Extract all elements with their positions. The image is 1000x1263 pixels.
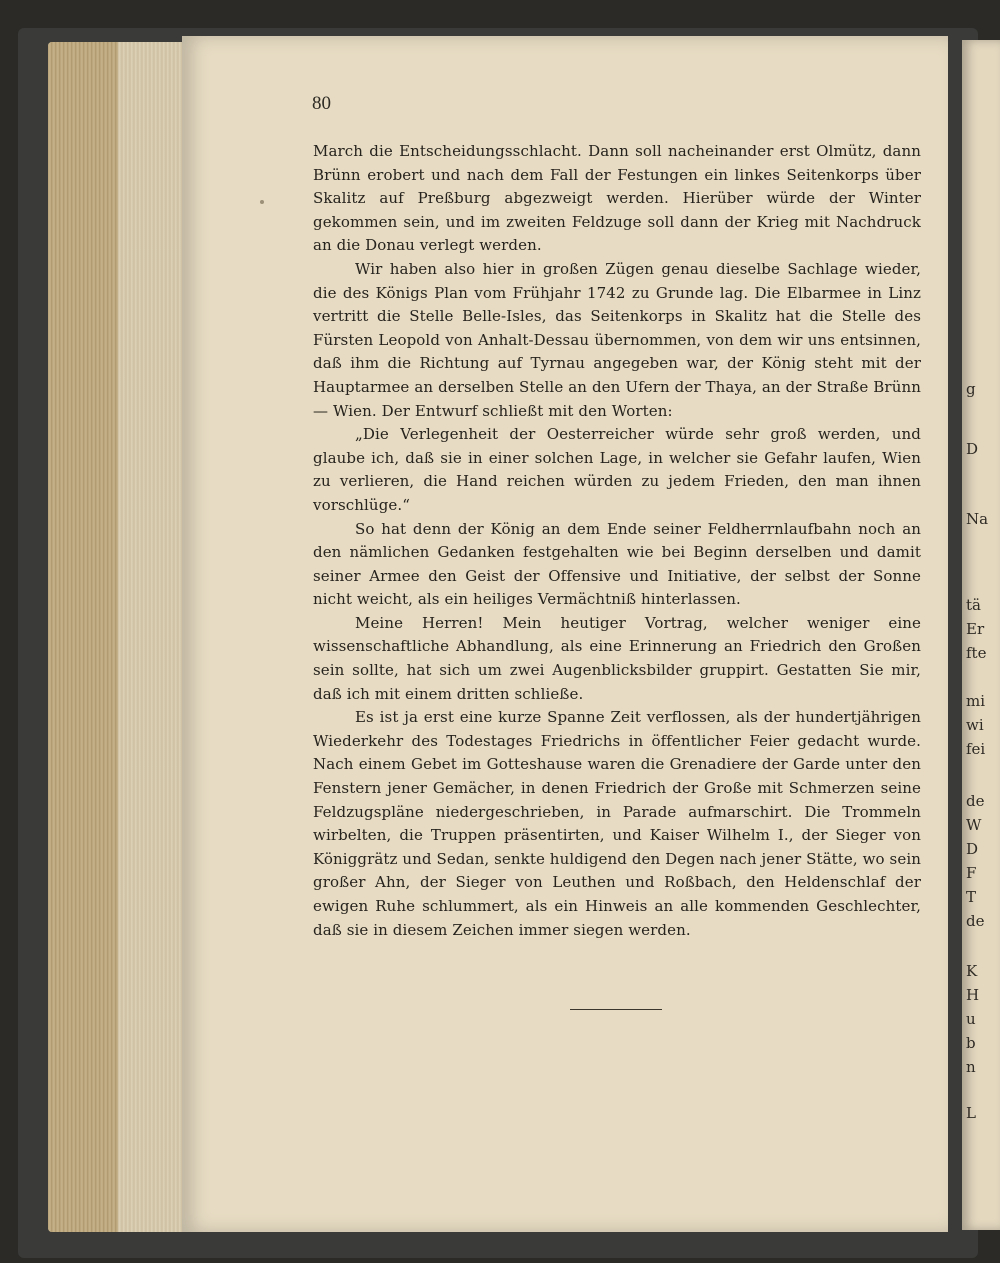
paragraph: Meine Herren! Mein heutiger Vortrag, welcher weniger eine wissenschaftliche Abhandlung, als eine Erinnerung an Friedrich den Großen sein sollte, hat sich um zwei Augenblicksbilder gruppirt. Gestatten Sie mir, daß ich mit einem dritten schließe. xyxy=(313,613,921,703)
next-page-fragment: u xyxy=(966,1010,976,1028)
next-page-fragment: mi xyxy=(966,692,986,710)
next-page-fragment: F xyxy=(966,864,977,882)
next-page-fragment: wi xyxy=(966,716,984,734)
paragraph: Es ist ja erst eine kurze Spanne Zeit verflossen, als der hundertjährigen Wiederkehr des Todestages Friedrichs in öffentlicher Feier gedacht wurde. Nach einem Gebet im Gotteshause waren die Grenadiere der Garde unter den Fenstern jener Gemächer, in denen Friedrich der Große mit Schmerzen seine Feldzugspläne niedergeschrieben, in Parade aufmarschirt. Die Trommeln wirbelten, die Truppen präsentirten, und Kaiser Wilhelm I., der Sieger von Königgrätz und Sedan, senkte huldigend den Degen nach jener Stätte, wo sein großer Ahn, der Sieger von Leuthen und Roßbach, den Heldenschlaf der ewigen Ruhe schlummert, als ein Hinweis an alle kommenden Geschlechter, daß sie in diesem Zeichen immer siegen werden. xyxy=(313,708,921,939)
next-page-fragment: b xyxy=(966,1034,976,1052)
next-page-fragment: de xyxy=(966,912,985,930)
next-page-fragment: g xyxy=(966,380,976,398)
paper-speck xyxy=(260,200,264,204)
next-page-fragment: n xyxy=(966,1058,976,1076)
next-page-fragment: Na xyxy=(966,510,989,528)
next-page-fragment: L xyxy=(966,1104,976,1122)
next-page-fragment: H xyxy=(966,986,980,1004)
next-page-fragment: fte xyxy=(966,644,987,662)
next-page-fragment: D xyxy=(966,440,979,458)
next-page-fragment: K xyxy=(966,962,978,980)
paragraph: March die Entscheidungsschlacht. Dann soll nacheinander erst Olmütz, dann Brünn erobert und nach dem Fall der Festungen ein linkes Seitenkorps über Skalitz auf Preßburg abgezweigt werden. Hierüber würde der Winter gekommen sein, und im zweiten Feldzuge soll dann der Krieg mit Nachdruck an die Donau verlegt werden. xyxy=(313,142,921,255)
next-page-fragment: T xyxy=(966,888,977,906)
next-page-fragment: tä xyxy=(966,596,981,614)
paragraph: „Die Verlegenheit der Oesterreicher würde sehr groß werden, und glaube ich, daß sie in einer solchen Lage, in welcher sie Gefahr laufen, Wien zu verlieren, die Hand reichen würden zu jedem Frieden, den man ihnen vorschlüge.“ xyxy=(313,425,921,514)
next-page-fragment: de xyxy=(966,792,985,810)
end-rule xyxy=(570,1009,662,1010)
paragraph: Wir haben also hier in großen Zügen genau dieselbe Sachlage wieder, die des Königs Plan vom Frühjahr 1742 zu Grunde lag. Die Elbarmee in Linz vertritt die Stelle Belle-Isles, das Seitenkorps in Skalitz hat die Stelle des Fürsten Leopold von Anhalt-Dessau übernommen, von dem wir uns entsinnen, daß ihm die Richtung auf Tyrnau angegeben war, der König steht mit der Hauptarmee an derselben Stelle an den Ufern der Thaya, an der Straße Brünn — Wien. Der Entwurf schließt mit den Worten: xyxy=(313,259,921,420)
page-body xyxy=(313,140,921,942)
paragraph: So hat denn der König an dem Ende seiner Feldherrnlaufbahn noch an den nämlichen Gedanken festgehalten wie bei Beginn derselben und damit seiner Armee den Geist der Offensive und Initiative, der selbst der Sonne nicht weicht, als ein heiliges Vermächtniß hinterlassen. xyxy=(313,519,921,609)
page-edges-shadow xyxy=(48,42,118,1232)
next-page-fragment: fei xyxy=(966,740,986,758)
page-number: 80 xyxy=(312,93,331,114)
next-page-edge xyxy=(962,40,1000,1230)
next-page-fragment: Er xyxy=(966,620,985,638)
next-page-fragment: W xyxy=(966,816,982,834)
next-page-fragment: D xyxy=(966,840,979,858)
